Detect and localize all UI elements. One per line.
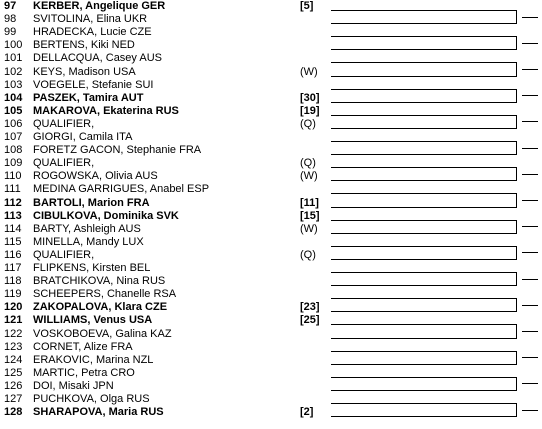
draw-entry-row [0, 288, 320, 301]
draw-position-number: 107 [4, 131, 23, 143]
bracket-line-top [331, 403, 517, 404]
bracket-line-bottom [331, 102, 517, 103]
bracket-line-stub [522, 383, 538, 384]
seed-badge: (Q) [300, 157, 316, 170]
draw-entry-row [0, 314, 320, 327]
draw-entry-row [0, 262, 320, 275]
player-name: CIBULKOVA, Dominika SVK [33, 209, 179, 222]
bracket-line-stub [522, 357, 538, 358]
draw-entry-row [0, 354, 320, 367]
draw-entry-row [0, 249, 320, 262]
player-name: ZAKOPALOVA, Klara CZE [33, 301, 168, 314]
player-name: QUALIFIER, [33, 248, 95, 261]
draw-entry-row [0, 144, 320, 157]
seed-badge: [5] [300, 0, 314, 12]
draw-entry-row [0, 0, 320, 13]
bracket-line-top [331, 115, 517, 116]
player-name: BARTY, Ashleigh AUS [33, 222, 141, 235]
draw-position-number: 123 [4, 340, 23, 353]
draw-entry-row [0, 118, 320, 131]
seed-badge: [25] [300, 314, 320, 327]
bracket-line-stub [522, 174, 538, 175]
draw-position-number: 110 [4, 170, 22, 183]
draw-position-number: 125 [4, 366, 23, 379]
bracket-line-bottom [331, 338, 517, 339]
draw-position-number: 121 [4, 314, 23, 327]
draw-position-number: 106 [4, 117, 23, 130]
bracket-line-vertical [516, 193, 517, 207]
bracket-line-stub [522, 95, 538, 96]
bracket-line-vertical [516, 115, 517, 129]
bracket-line-vertical [516, 272, 517, 286]
bracket-line-bottom [331, 49, 517, 50]
player-name: KERBER, Angelique GER [33, 0, 166, 12]
draw-position-number: 108 [4, 144, 23, 157]
bracket-line-bottom [331, 390, 517, 391]
bracket-line-stub [522, 69, 538, 70]
bracket-line-top [331, 167, 517, 168]
seed-badge: [30] [300, 91, 320, 104]
bracket-line-vertical [516, 324, 517, 338]
draw-entry-row [0, 406, 320, 419]
draw-entry-row [0, 183, 320, 196]
draw-entry-row [0, 341, 320, 354]
player-name: QUALIFIER, [33, 117, 95, 130]
bracket-line-top [331, 220, 517, 221]
draw-position-number: 128 [4, 406, 23, 419]
bracket-line-bottom [331, 311, 517, 312]
draw-position-number: 117 [4, 262, 22, 274]
bracket-line-stub [522, 279, 538, 280]
player-name: BARTOLI, Marion FRA [33, 196, 150, 209]
seed-badge: (W) [300, 170, 318, 183]
player-name: DOI, Misaki JPN [33, 379, 114, 392]
draw-entry-row [0, 131, 320, 144]
bracket-line-vertical [516, 377, 517, 391]
draw-entry-row [0, 210, 320, 223]
player-name: KEYS, Madison USA [33, 65, 136, 78]
draw-position-number: 111 [4, 183, 21, 196]
player-name: SHARAPOVA, Maria RUS [33, 406, 164, 419]
player-name: BRATCHIKOVA, Nina RUS [33, 275, 166, 288]
bracket-line-bottom [331, 285, 517, 286]
bracket-line-vertical [516, 167, 517, 181]
draw-entry-row [0, 301, 320, 314]
seed-badge: [15] [300, 209, 320, 222]
player-name: MAKAROVA, Ekaterina RUS [33, 104, 179, 117]
bracket-line-top [331, 36, 517, 37]
draw-position-number: 99 [4, 26, 17, 39]
bracket-line-stub [522, 121, 538, 122]
bracket-line-vertical [516, 220, 517, 234]
bracket-line-bottom [331, 128, 517, 129]
draw-position-number: 126 [4, 379, 23, 392]
draw-entry-row [0, 236, 320, 249]
seed-badge: [23] [300, 301, 320, 314]
bracket-line-bottom [331, 233, 517, 234]
bracket-line-bottom [331, 76, 517, 77]
draw-entry-row [0, 223, 320, 236]
bracket-line-top [331, 377, 517, 378]
bracket-line-top [331, 193, 517, 194]
seed-badge: (W) [300, 65, 318, 78]
bracket-line-stub [522, 17, 538, 18]
draw-position-number: 120 [4, 301, 23, 314]
player-name: SVITOLINA, Elina UKR [33, 13, 148, 26]
player-name: DELLACQUA, Casey AUS [33, 52, 162, 65]
draw-position-number: 109 [4, 157, 23, 170]
seed-badge: [2] [300, 406, 314, 419]
bracket-line-top [331, 89, 517, 90]
draw-entry-row [0, 66, 320, 79]
draw-entry-row [0, 52, 320, 65]
draw-entry-row [0, 380, 320, 393]
bracket-line-vertical [516, 89, 517, 103]
bracket-line-stub [522, 410, 538, 411]
bracket-line-vertical [516, 246, 517, 260]
draw-entry-row [0, 170, 320, 183]
player-name: SCHEEPERS, Chanelle RSA [33, 288, 177, 301]
seed-badge: [19] [300, 104, 320, 117]
bracket-line-top [331, 351, 517, 352]
bracket-line-top [331, 298, 517, 299]
player-name: WILLIAMS, Venus USA [33, 314, 153, 327]
bracket-line-top [331, 141, 517, 142]
seed-badge: (Q) [300, 117, 316, 130]
draw-position-number: 114 [4, 222, 22, 235]
player-name: GIORGI, Camila ITA [33, 131, 133, 143]
bracket-line-vertical [516, 141, 517, 155]
draw-position-number: 100 [4, 39, 23, 52]
player-name: VOSKOBOEVA, Galina KAZ [33, 327, 172, 340]
bracket-line-stub [522, 305, 538, 306]
player-name: ERAKOVIC, Marina NZL [33, 353, 154, 366]
draw-entry-row [0, 26, 320, 39]
bracket-line-bottom [331, 259, 517, 260]
bracket-line-top [331, 246, 517, 247]
bracket-line-vertical [516, 36, 517, 50]
bracket-line-stub [522, 226, 538, 227]
draw-position-number: 127 [4, 393, 23, 405]
draw-position-number: 122 [4, 327, 23, 340]
draw-entry-row [0, 39, 320, 52]
bracket-line-vertical [516, 351, 517, 365]
draw-position-number: 116 [4, 248, 22, 261]
seed-badge: (Q) [300, 248, 316, 261]
player-name: QUALIFIER, [33, 157, 95, 170]
bracket-line-top [331, 10, 517, 11]
bracket-line-stub [522, 200, 538, 201]
draw-position-number: 115 [4, 235, 22, 248]
player-name: MEDINA GARRIGUES, Anabel ESP [33, 183, 210, 196]
bracket-line-vertical [516, 298, 517, 312]
draw-entry-row [0, 13, 320, 26]
bracket-line-vertical [516, 10, 517, 24]
bracket-line-stub [522, 331, 538, 332]
player-name: FLIPKENS, Kirsten BEL [33, 262, 151, 274]
draw-position-number: 113 [4, 209, 22, 222]
player-name: MARTIC, Petra CRO [33, 366, 135, 379]
bracket-line-stub [522, 148, 538, 149]
player-name: VOEGELE, Stefanie SUI [33, 78, 154, 91]
bracket-line-bottom [331, 207, 517, 208]
draw-entry-row [0, 393, 320, 406]
player-name: MINELLA, Mandy LUX [33, 235, 144, 248]
draw-entry-row [0, 367, 320, 380]
bracket-line-stub [522, 43, 538, 44]
bracket-line-bottom [331, 364, 517, 365]
draw-position-number: 97 [4, 0, 17, 12]
bracket-line-bottom [331, 23, 517, 24]
draw-entry-row [0, 105, 320, 118]
bracket-line-bottom [331, 180, 517, 181]
bracket-line-bottom [331, 416, 517, 417]
draw-position-number: 124 [4, 353, 23, 366]
draw-position-number: 103 [4, 78, 23, 91]
draw-entry-row [0, 92, 320, 105]
draw-entry-row [0, 328, 320, 341]
player-name: PASZEK, Tamira AUT [33, 91, 144, 104]
player-name: FORETZ GACON, Stephanie FRA [33, 144, 202, 157]
player-name: CORNET, Alize FRA [33, 340, 133, 353]
draw-position-number: 104 [4, 91, 23, 104]
draw-entry-row [0, 197, 320, 210]
draw-position-number: 119 [4, 288, 22, 301]
bracket-line-top [331, 62, 517, 63]
draw-entry-row [0, 275, 320, 288]
draw-position-number: 98 [4, 13, 17, 26]
draw-entry-row [0, 157, 320, 170]
draw-position-number: 105 [4, 104, 23, 117]
bracket-line-top [331, 324, 517, 325]
draw-position-number: 112 [4, 196, 22, 209]
draw-position-number: 102 [4, 65, 23, 78]
player-name: PUCHKOVA, Olga RUS [33, 393, 150, 405]
draw-position-number: 118 [4, 275, 22, 288]
draw-entry-row [0, 79, 320, 92]
seed-badge: [11] [300, 196, 319, 209]
player-name: ROGOWSKA, Olivia AUS [33, 170, 158, 183]
bracket-line-bottom [331, 154, 517, 155]
bracket-line-top [331, 272, 517, 273]
player-name: BERTENS, Kiki NED [33, 39, 135, 52]
player-name: HRADECKA, Lucie CZE [33, 26, 152, 39]
seed-badge: (W) [300, 222, 318, 235]
bracket-line-vertical [516, 62, 517, 76]
bracket-line-vertical [516, 403, 517, 417]
bracket-line-stub [522, 252, 538, 253]
draw-position-number: 101 [4, 52, 23, 65]
